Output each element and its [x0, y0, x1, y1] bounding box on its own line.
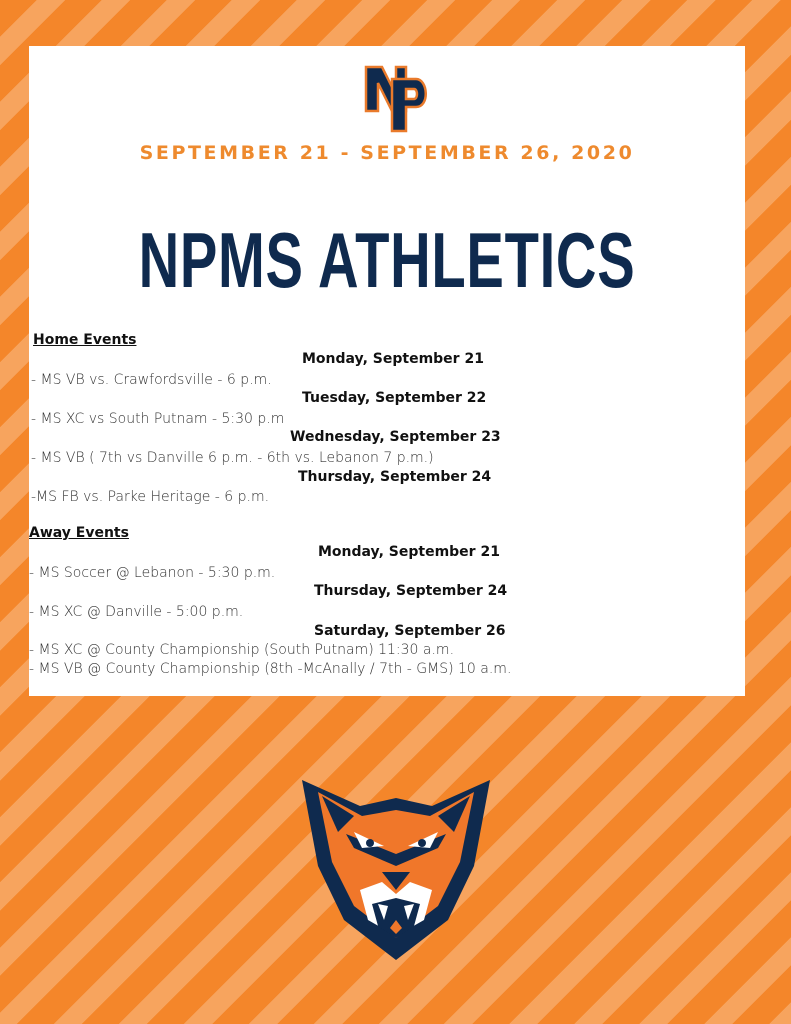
- home-day-heading: Wednesday, September 23: [290, 429, 501, 445]
- home-day-heading: Thursday, September 24: [298, 469, 492, 485]
- away-day-heading: Thursday, September 24: [314, 583, 508, 599]
- home-event: -MS FB vs. Parke Heritage - 6 p.m.: [31, 489, 270, 505]
- away-event: - MS VB @ County Championship (8th -McAnally / 7th - GMS) 10 a.m.: [29, 661, 512, 677]
- away-day-heading: Monday, September 21: [318, 544, 500, 560]
- page-title: NPMS ATHLETICS: [138, 216, 636, 304]
- home-event: - MS VB vs. Crawfordsville - 6 p.m.: [31, 372, 272, 388]
- away-day-heading: Saturday, September 26: [314, 623, 506, 639]
- away-event: - MS XC @ Danville - 5:00 p.m.: [29, 604, 244, 620]
- date-range: SEPTEMBER 21 - SEPTEMBER 26, 2020: [139, 142, 635, 164]
- home-event: - MS XC vs South Putnam - 5:30 p.m: [31, 411, 285, 427]
- away-events-heading: Away Events: [29, 525, 129, 541]
- home-events-heading: Home Events: [33, 332, 137, 348]
- home-event: - MS VB ( 7th vs Danville 6 p.m. - 6th vs. Lebanon 7 p.m.): [31, 450, 434, 466]
- home-day-heading: Tuesday, September 22: [302, 390, 487, 406]
- np-logo-icon: [362, 63, 432, 135]
- panther-mascot-icon: [298, 770, 494, 962]
- flyer-card: [29, 46, 745, 696]
- away-event: - MS Soccer @ Lebanon - 5:30 p.m.: [29, 565, 276, 581]
- home-day-heading: Monday, September 21: [302, 351, 484, 367]
- away-event: - MS XC @ County Championship (South Putnam) 11:30 a.m.: [29, 642, 455, 658]
